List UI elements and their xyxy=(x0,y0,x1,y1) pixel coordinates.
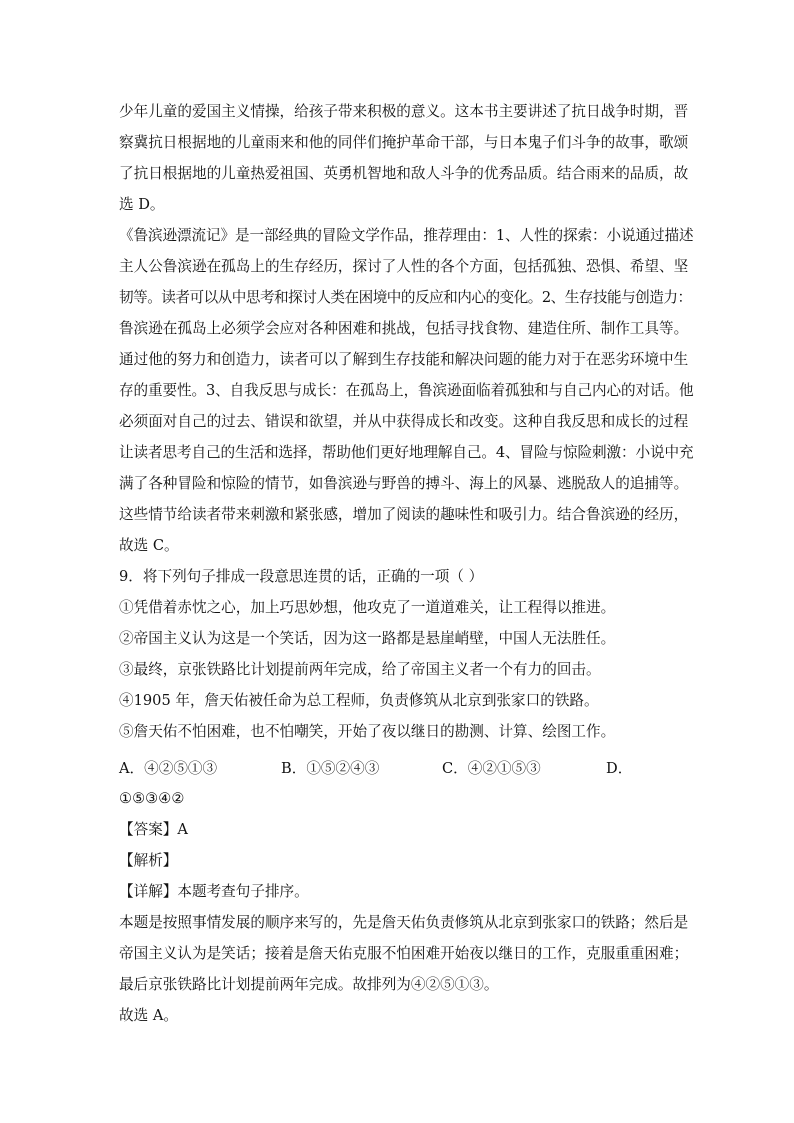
analysis-label: 【解析】 xyxy=(119,852,178,869)
robinson-line: 鲁滨逊在孤岛上必须学会应对各种困难和挑战，包括寻找食物、建造住所、制作工具等。 xyxy=(119,320,689,337)
conclusion: 故选 A。 xyxy=(119,1007,178,1024)
answer-label: 【答案】A xyxy=(119,821,188,838)
option-d-content: ①⑤③④② xyxy=(119,790,185,807)
sentence-3: ③最终，京张铁路比计划提前两年完成，给了帝国主义者一个有力的回击。 xyxy=(119,661,601,678)
passage-line: 察冀抗日根据地的儿童雨来和他的同伴们掩护革命干部，与日本鬼子们斗争的故事，歌颂 xyxy=(119,134,689,151)
option-b: B．①⑤②④③ xyxy=(281,760,380,777)
option-d: D． xyxy=(606,760,633,777)
robinson-line: 满了各种冒险和惊险的情节，如鲁滨逊与野兽的搏斗、海上的风暴、逃脱敌人的追捕等。 xyxy=(119,475,689,492)
passage-line: 选 D。 xyxy=(119,196,165,213)
sentence-4: ④1905 年，詹天佑被任命为总工程师，负责修筑从北京到张家口的铁路。 xyxy=(119,692,599,709)
explanation-line: 本题是按照事情发展的顺序来写的，先是詹天佑负责修筑从北京到张家口的铁路；然后是 xyxy=(119,914,689,931)
detail-label: 【详解】本题考查句子排序。 xyxy=(119,883,309,900)
robinson-line: 韧等。读者可以从中思考和探讨人类在困境中的反应和内心的变化。2、生存技能与创造力： xyxy=(119,289,692,306)
sentence-1: ①凭借着赤忱之心，加上巧思妙想，他攻克了一道道难关，让工程得以推进。 xyxy=(119,599,616,616)
robinson-line: 必须面对自己的过去、错误和欲望，并从中获得成长和改变。这种自我反思和成长的过程 xyxy=(119,413,689,430)
explanation-line: 最后京张铁路比计划提前两年完成。故排列为④②⑤①③。 xyxy=(119,976,499,993)
sentence-2: ②帝国主义认为这是一个笑话，因为这一路都是悬崖峭壁，中国人无法胜任。 xyxy=(119,630,616,647)
robinson-line: 主人公鲁滨逊在孤岛上的生存经历，探讨了人性的各个方面，包括孤独、恐惧、希望、坚 xyxy=(119,258,689,275)
robinson-line: 让读者思考自己的生活和选择，帮助他们更好地理解自己。4、冒险与惊险刺激：小说中充 xyxy=(119,444,694,461)
question-stem: 9．将下列句子排成一段意思连贯的话，正确的一项（ ） xyxy=(119,568,484,585)
passage-line: 少年儿童的爱国主义情操，给孩子带来积极的意义。这本书主要讲述了抗日战争时期，晋 xyxy=(119,103,689,120)
robinson-line: 这些情节给读者带来刺激和紧张感，增加了阅读的趣味性和吸引力。结合鲁滨逊的经历， xyxy=(119,506,689,523)
robinson-line: 存的重要性。3、自我反思与成长：在孤岛上，鲁滨逊面临着孤独和与自己内心的对话。他 xyxy=(119,382,694,399)
explanation-line: 帝国主义认为是笑话；接着是詹天佑克服不怕困难开始夜以继日的工作，克服重重困难； xyxy=(119,945,689,962)
robinson-line: 《鲁滨逊漂流记》是一部经典的冒险文学作品，推荐理由：1、人性的探索：小说通过描述 xyxy=(119,227,694,244)
option-a: A．④②⑤①③ xyxy=(119,760,218,777)
passage-line: 了抗日根据地的儿童热爱祖国、英勇机智地和敌人斗争的优秀品质。结合雨来的品质，故 xyxy=(119,165,689,182)
sentence-5: ⑤詹天佑不怕困难，也不怕嘲笑，开始了夜以继日的勘测、计算、绘图工作。 xyxy=(119,723,616,740)
option-c: C．④②①⑤③ xyxy=(442,760,541,777)
robinson-line: 通过他的努力和创造力，读者可以了解到生存技能和解决问题的能力对于在恶劣环境中生 xyxy=(119,351,689,368)
answer-options xyxy=(119,759,719,779)
robinson-line: 故选 C。 xyxy=(119,537,179,554)
